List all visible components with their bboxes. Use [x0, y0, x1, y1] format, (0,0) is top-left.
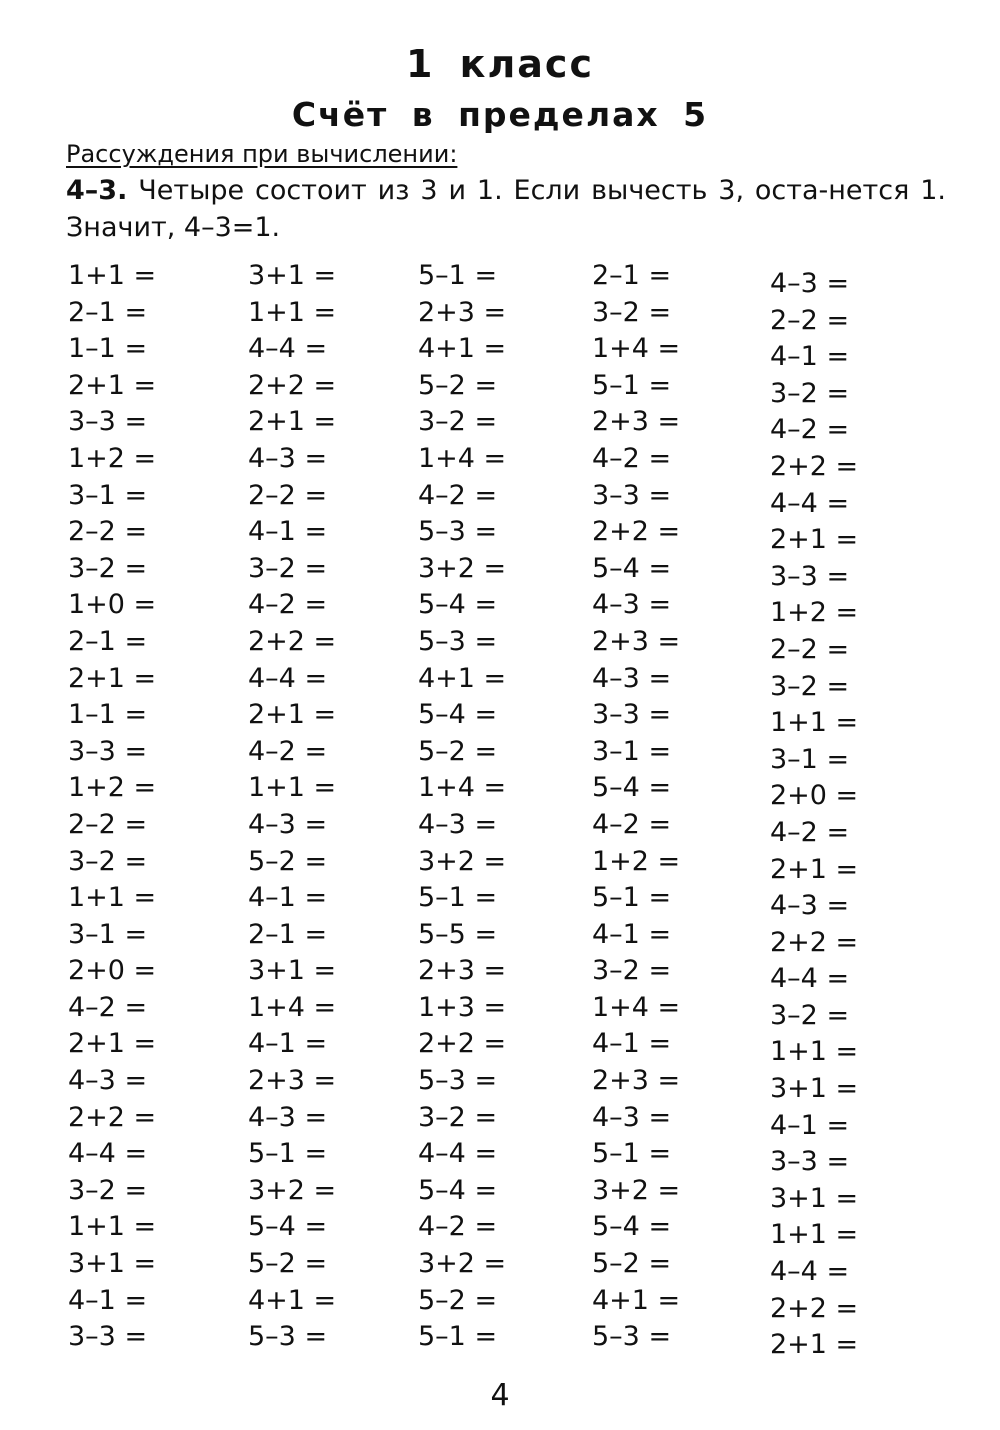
exercise-item: 5–3 = [248, 1321, 328, 1353]
exercise-item: 5–2 = [248, 1248, 328, 1280]
exercise-item: 2–2 = [770, 633, 850, 665]
exercise-item: 1+2 = [592, 845, 681, 877]
exercise-item: 5–2 = [248, 845, 328, 877]
exercise-item: 1+1 = [770, 707, 859, 739]
exercise-item: 3–2 = [592, 296, 672, 328]
exercise-item: 3+1 = [770, 1073, 859, 1105]
exercise-item: 1+0 = [68, 589, 157, 621]
exercise-item: 2+1 = [68, 1028, 157, 1060]
exercise-item: 2+3 = [248, 1065, 337, 1097]
exercise-item: 5–4 = [248, 1211, 328, 1243]
exercise-item: 1+1 = [68, 260, 157, 291]
exercise-item: 5–1 = [418, 1321, 498, 1353]
exercise-item: 4–1 = [592, 918, 672, 950]
exercise-item: 5–3 = [418, 625, 498, 657]
exercise-item: 4–3 = [770, 268, 850, 299]
exercise-item: 4–4 = [248, 333, 328, 365]
exercise-item: 3+2 = [418, 1248, 507, 1280]
exercise-column-1 [68, 258, 228, 1356]
exercise-item: 2–1 = [68, 625, 148, 657]
exercise-item: 1+2 = [770, 597, 859, 629]
reasoning-example: 4–3. [66, 175, 128, 206]
exercise-item: 2+2 = [770, 1292, 859, 1324]
exercise-item: 4–3 = [418, 808, 498, 840]
exercise-item: 4–2 = [592, 442, 672, 474]
exercise-item: 2+2 = [248, 625, 337, 657]
exercise-item: 3+2 = [418, 552, 507, 584]
exercise-item: 2+1 = [68, 369, 157, 401]
exercise-item: 3+1 = [68, 1248, 157, 1280]
exercise-item: 1+4 = [592, 991, 681, 1023]
exercise-item: 3–3 = [68, 406, 148, 438]
exercise-item: 4–1 = [248, 516, 328, 548]
exercise-item: 2+1 = [248, 406, 337, 438]
exercise-item: 1+4 = [418, 772, 507, 804]
exercise-item: 2+3 = [592, 406, 681, 438]
exercise-item: 2+0 = [770, 780, 859, 812]
exercise-item: 2+2 = [68, 1101, 157, 1133]
exercise-item: 1+4 = [248, 991, 337, 1023]
exercise-item: 1+4 = [592, 333, 681, 365]
exercise-item: 3–3 = [592, 699, 672, 731]
exercise-item: 4+1 = [248, 1284, 337, 1316]
exercise-column-3 [418, 258, 578, 1356]
exercise-item: 2–1 = [248, 918, 328, 950]
exercise-item: 2–2 = [68, 516, 148, 548]
page-title: 1 класс [406, 42, 594, 86]
exercise-item: 5–1 = [418, 260, 498, 291]
exercise-item: 3–2 = [68, 1174, 148, 1206]
exercise-item: 5–1 = [592, 369, 672, 401]
exercise-item: 4–3 = [248, 442, 328, 474]
exercise-item: 2+3 = [592, 1065, 681, 1097]
exercise-item: 1+1 = [68, 1211, 157, 1243]
exercise-item: 3–2 = [418, 406, 498, 438]
exercise-item: 4–2 = [248, 589, 328, 621]
exercise-item: 3–3 = [770, 560, 850, 592]
exercise-item: 5–4 = [592, 1211, 672, 1243]
exercise-item: 2+3 = [418, 296, 507, 328]
exercise-item: 4–4 = [770, 963, 850, 995]
exercise-item: 4–1 = [770, 1109, 850, 1141]
exercise-item: 2–2 = [248, 479, 328, 511]
exercise-item: 3+2 = [248, 1174, 337, 1206]
exercise-item: 3–3 = [68, 1321, 148, 1353]
exercise-item: 5–1 = [592, 1138, 672, 1170]
exercise-item: 2+0 = [68, 955, 157, 987]
exercise-item: 5–1 = [592, 882, 672, 914]
exercise-item: 2+1 = [68, 662, 157, 694]
exercise-item: 2–1 = [592, 260, 672, 291]
exercise-item: 5–4 = [418, 1174, 498, 1206]
exercise-item: 3+1 = [770, 1182, 859, 1214]
exercise-item: 4–3 = [592, 1101, 672, 1133]
exercise-item: 5–2 = [418, 1284, 498, 1316]
exercise-item: 2–1 = [68, 296, 148, 328]
exercise-item: 5–1 = [248, 1138, 328, 1170]
exercise-item: 3–3 = [68, 735, 148, 767]
exercise-item: 2+2 = [770, 450, 859, 482]
exercise-item: 3+1 = [248, 955, 337, 987]
exercise-item: 4–1 = [770, 341, 850, 373]
page-subtitle: Счёт в пределах 5 [291, 95, 709, 134]
exercise-item: 5–3 = [418, 1065, 498, 1097]
exercise-item: 1+1 = [248, 772, 337, 804]
exercise-item: 2+2 = [770, 926, 859, 958]
exercise-item: 3–2 = [418, 1101, 498, 1133]
exercise-column-2 [248, 258, 408, 1356]
exercise-item: 5–2 = [418, 735, 498, 767]
exercise-item: 3+1 = [248, 260, 337, 291]
exercise-item: 4+1 = [592, 1284, 681, 1316]
exercise-item: 4–1 = [248, 882, 328, 914]
exercise-item: 2–2 = [770, 304, 850, 336]
exercise-item: 4–3 = [770, 890, 850, 922]
exercise-item: 4+1 = [418, 333, 507, 365]
exercise-item: 1+2 = [68, 772, 157, 804]
exercise-item: 3–1 = [770, 743, 850, 775]
exercise-item: 2+3 = [592, 625, 681, 657]
exercise-item: 2+1 = [770, 853, 859, 885]
exercise-item: 1–1 = [68, 333, 148, 365]
exercise-item: 4–2 = [68, 991, 148, 1023]
exercise-item: 5–2 = [592, 1248, 672, 1280]
exercise-item: 3–2 = [770, 377, 850, 409]
exercise-item: 4–4 = [418, 1138, 498, 1170]
exercise-item: 4–1 = [248, 1028, 328, 1060]
exercise-item: 2+2 = [592, 516, 681, 548]
exercise-columns [0, 258, 1000, 1368]
exercise-item: 4–2 = [248, 735, 328, 767]
exercise-item: 1+4 = [418, 442, 507, 474]
exercise-item: 4–1 = [68, 1284, 148, 1316]
exercise-column-5 [770, 266, 930, 1364]
exercise-item: 4–4 = [770, 1256, 850, 1288]
exercise-item: 4–2 = [770, 816, 850, 848]
exercise-item: 4–2 = [770, 414, 850, 446]
exercise-item: 3+2 = [592, 1174, 681, 1206]
exercise-item: 3–2 = [68, 845, 148, 877]
exercise-column-4 [592, 258, 752, 1356]
exercise-item: 4–3 = [248, 808, 328, 840]
exercise-item: 4–2 = [418, 1211, 498, 1243]
exercise-item: 3–2 = [770, 999, 850, 1031]
exercise-item: 4–4 = [770, 487, 850, 519]
exercise-item: 3–1 = [68, 479, 148, 511]
exercise-item: 4–3 = [68, 1065, 148, 1097]
exercise-item: 3–1 = [592, 735, 672, 767]
exercise-item: 5–1 = [418, 882, 498, 914]
exercise-item: 3–2 = [248, 552, 328, 584]
exercise-item: 3–3 = [592, 479, 672, 511]
exercise-item: 3–2 = [770, 670, 850, 702]
exercise-item: 1+3 = [418, 991, 507, 1023]
exercise-item: 5–3 = [592, 1321, 672, 1353]
reasoning-paragraph [66, 172, 946, 246]
exercise-item: 5–2 = [418, 369, 498, 401]
exercise-item: 4–4 = [248, 662, 328, 694]
exercise-item: 1–1 = [68, 699, 148, 731]
exercise-item: 3–2 = [68, 552, 148, 584]
exercise-item: 5–4 = [418, 589, 498, 621]
exercise-item: 1+1 = [770, 1036, 859, 1068]
exercise-item: 2+3 = [418, 955, 507, 987]
exercise-item: 3+2 = [418, 845, 507, 877]
exercise-item: 2+1 = [770, 1329, 859, 1361]
exercise-item: 3–2 = [592, 955, 672, 987]
exercise-item: 4–1 = [592, 1028, 672, 1060]
exercise-item: 2+1 = [248, 699, 337, 731]
exercise-item: 2+2 = [418, 1028, 507, 1060]
exercise-item: 1+1 = [770, 1219, 859, 1251]
exercise-item: 4–2 = [418, 479, 498, 511]
exercise-item: 2+2 = [248, 369, 337, 401]
exercise-item: 4+1 = [418, 662, 507, 694]
exercise-item: 2+1 = [770, 524, 859, 556]
exercise-item: 1+1 = [248, 296, 337, 328]
exercise-item: 4–3 = [248, 1101, 328, 1133]
page-number: 4 [490, 1378, 510, 1413]
exercise-item: 4–4 = [68, 1138, 148, 1170]
exercise-item: 1+1 = [68, 882, 157, 914]
exercise-item: 1+2 = [68, 442, 157, 474]
exercise-item: 5–4 = [592, 552, 672, 584]
exercise-item: 2–2 = [68, 808, 148, 840]
reasoning-heading: Рассуждения при вычислении: [66, 140, 458, 168]
exercise-item: 3–1 = [68, 918, 148, 950]
exercise-item: 3–3 = [770, 1146, 850, 1178]
exercise-item: 5–4 = [592, 772, 672, 804]
exercise-item: 5–3 = [418, 516, 498, 548]
exercise-item: 5–4 = [418, 699, 498, 731]
reasoning-text: Четыре состоит из 3 и 1. Если вычесть 3, оста-нется 1. Значит, 4–3=1. [66, 175, 946, 243]
exercise-item: 4–3 = [592, 589, 672, 621]
exercise-item: 4–2 = [592, 808, 672, 840]
exercise-item: 4–3 = [592, 662, 672, 694]
exercise-item: 5–5 = [418, 918, 498, 950]
